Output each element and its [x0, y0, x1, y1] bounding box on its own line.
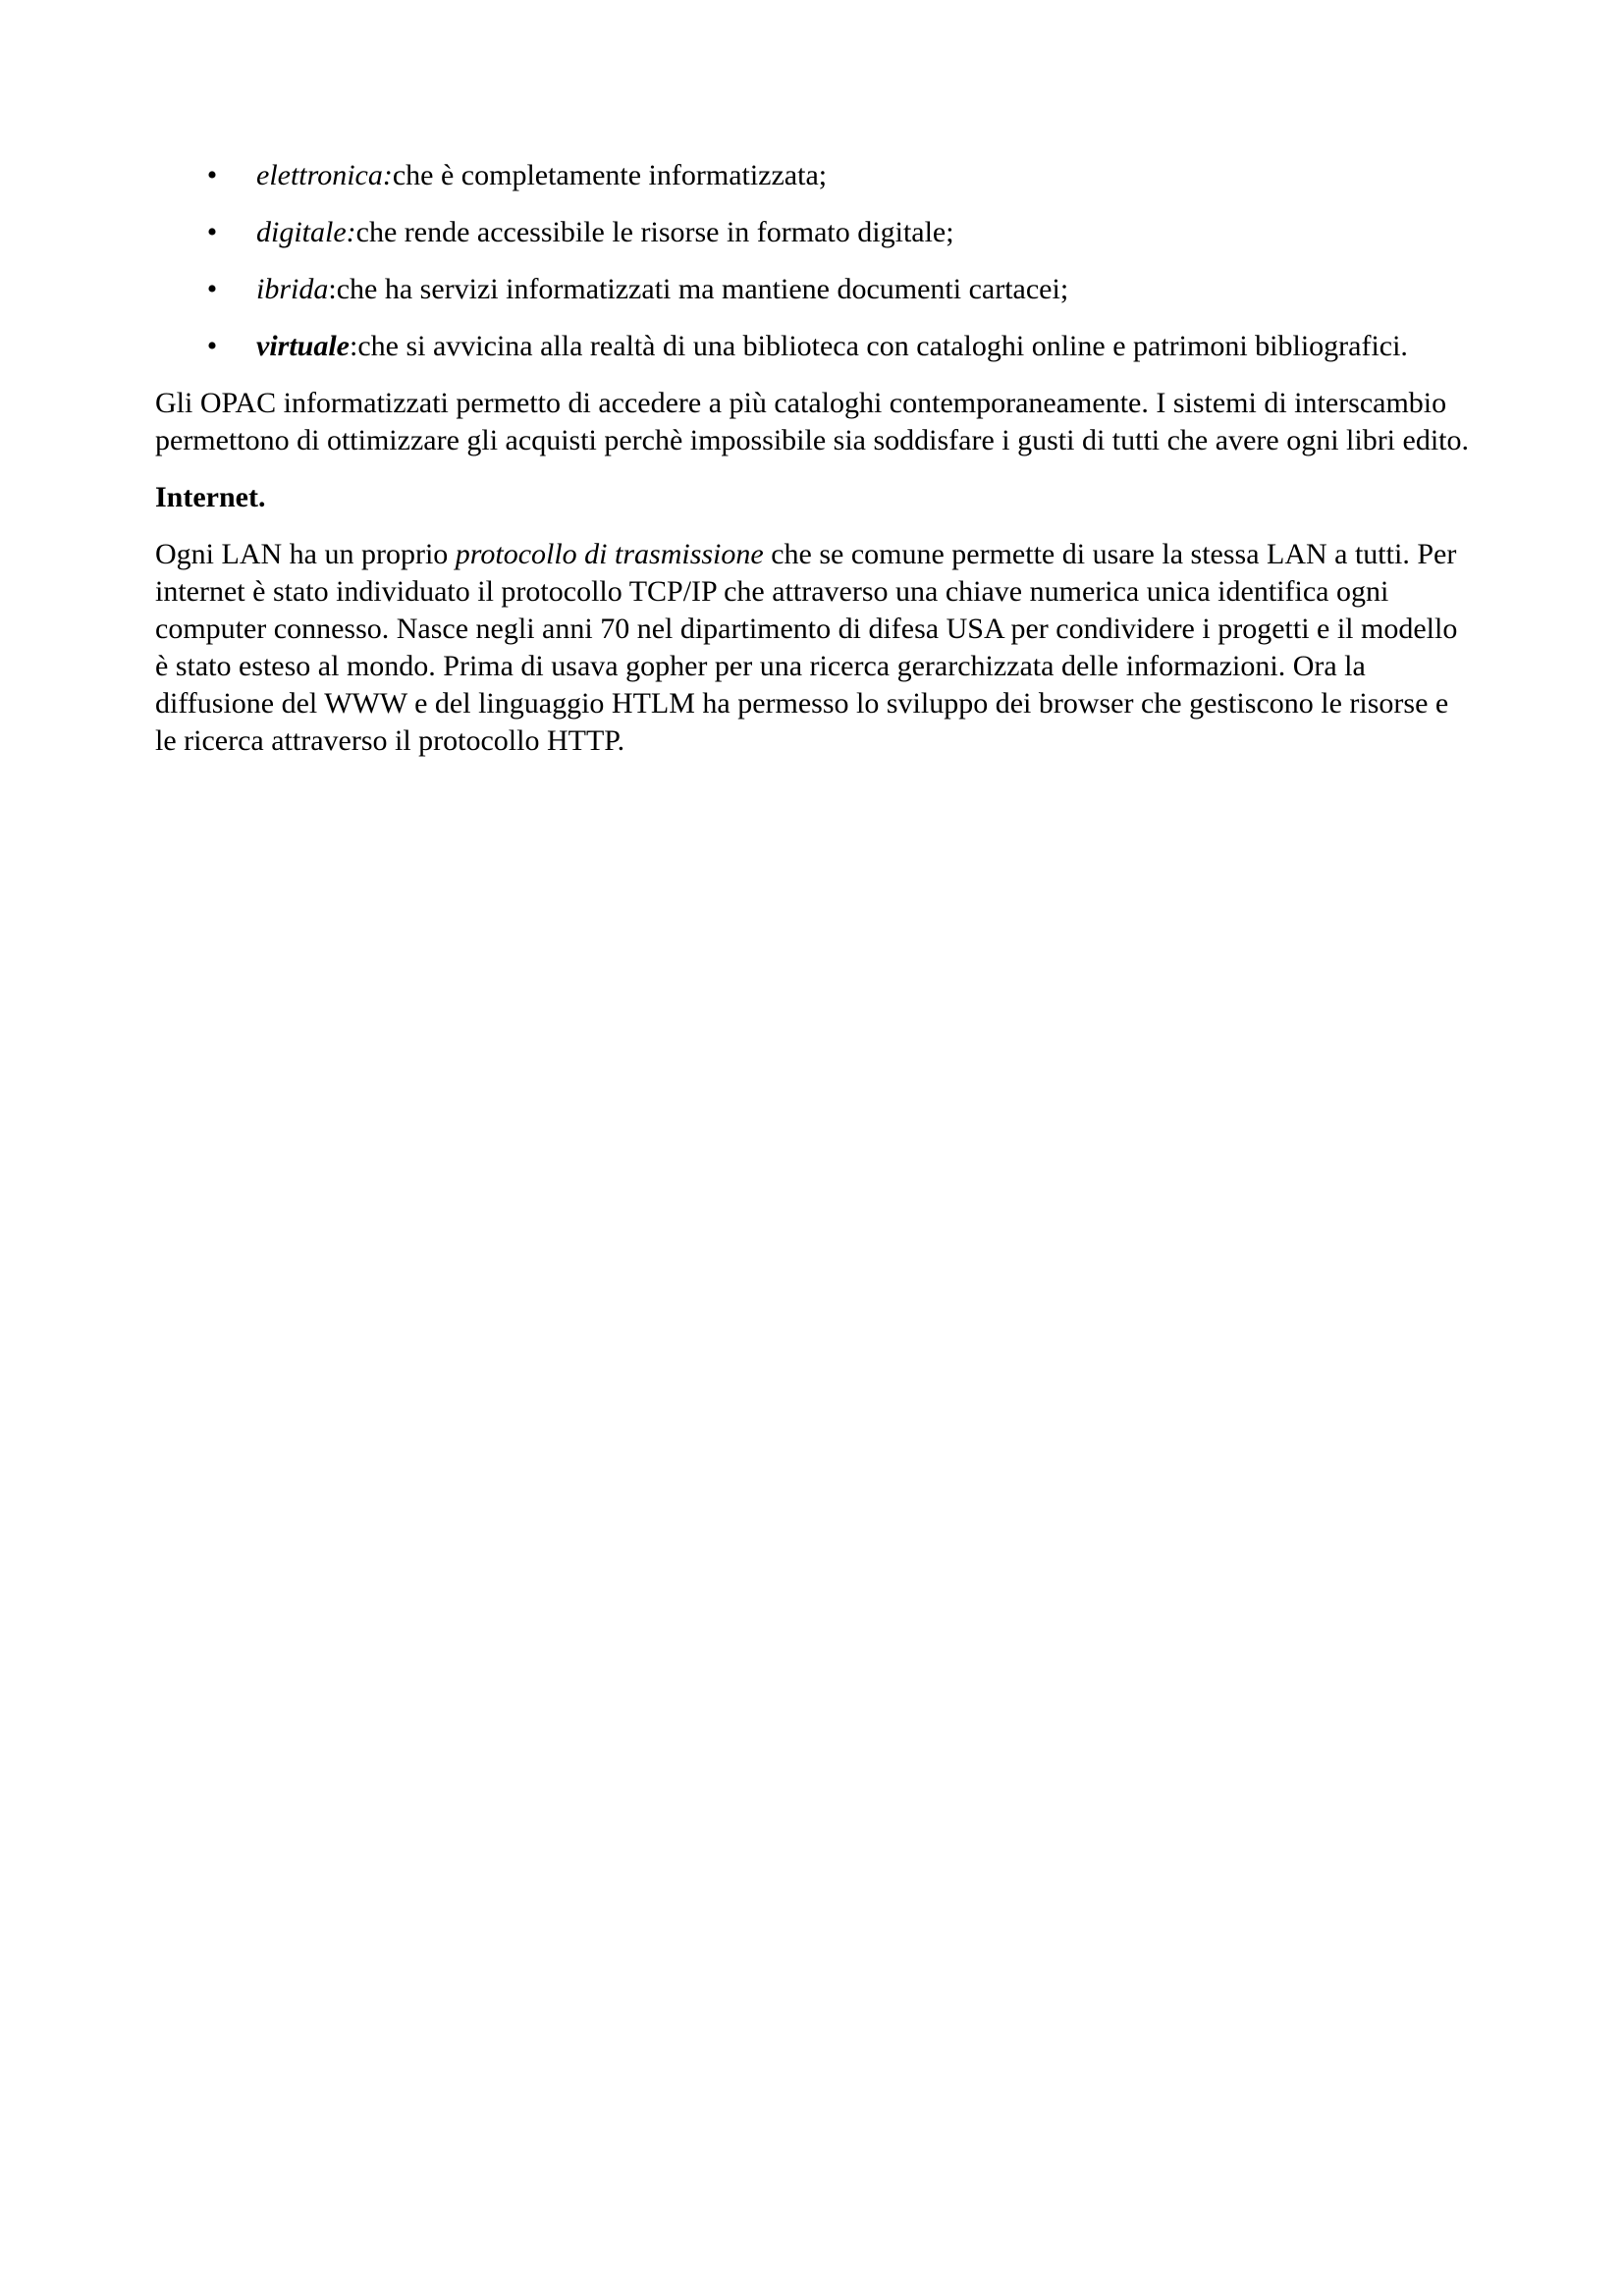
list-item-term: ibrida	[256, 273, 329, 305]
section-heading-internet: Internet.	[155, 481, 266, 513]
paragraph-internet-after: che se comune permette di usare la stessa LAN a tutti. Per internet è stato individuato il protocollo TCP/IP che attraverso una chiave numerica unica identifica ogni computer connesso. Nasce negli anni 70 nel dipartimento di difesa USA per condividere i progetti e il modello è stato esteso al mondo. Prima di usava gopher per una ricerca gerarchizzata delle informazioni. Ora la diffusione del WWW e del linguaggio HTLM ha permesso lo sviluppo dei browser che gestiscono le risorse e le ricerca attraverso il protocollo HTTP.	[155, 538, 1458, 757]
paragraph-opac: Gli OPAC informatizzati permetto di accedere a più cataloghi contemporaneamente. I sistemi di interscambio permettono di ottimizzare gli acquisti perchè impossibile sia soddisfare i gusti di tutti che avere ogni libri edito.	[155, 387, 1470, 456]
paragraph-internet-before: Ogni LAN ha un proprio	[155, 538, 456, 570]
list-item-term: virtuale	[256, 330, 350, 362]
list-item-term: digitale:	[256, 216, 356, 248]
list-item	[155, 157, 1471, 194]
bullet-icon: •	[206, 330, 218, 362]
page-content	[155, 157, 1471, 779]
bullet-icon: •	[206, 216, 218, 248]
list-item-text: che rende accessibile le risorse in formato digitale;	[355, 216, 954, 248]
list-item-text: :che ha servizi informatizzati ma mantiene documenti cartacei;	[328, 273, 1069, 305]
list-item	[155, 328, 1471, 365]
bullet-icon: •	[206, 273, 218, 305]
list-item-text: :che si avvicina alla realtà di una biblioteca con cataloghi online e patrimoni bibliografici.	[350, 330, 1408, 362]
paragraph-internet-emphasis: protocollo di trasmissione	[455, 538, 764, 570]
bullet-icon: •	[206, 159, 218, 191]
library-types-list	[155, 157, 1471, 365]
list-item-text: che è completamente informatizzata;	[392, 159, 828, 191]
list-item	[155, 271, 1471, 308]
list-item-term: elettronica:	[256, 159, 393, 191]
list-item	[155, 214, 1471, 251]
paragraph-internet	[155, 536, 1471, 760]
